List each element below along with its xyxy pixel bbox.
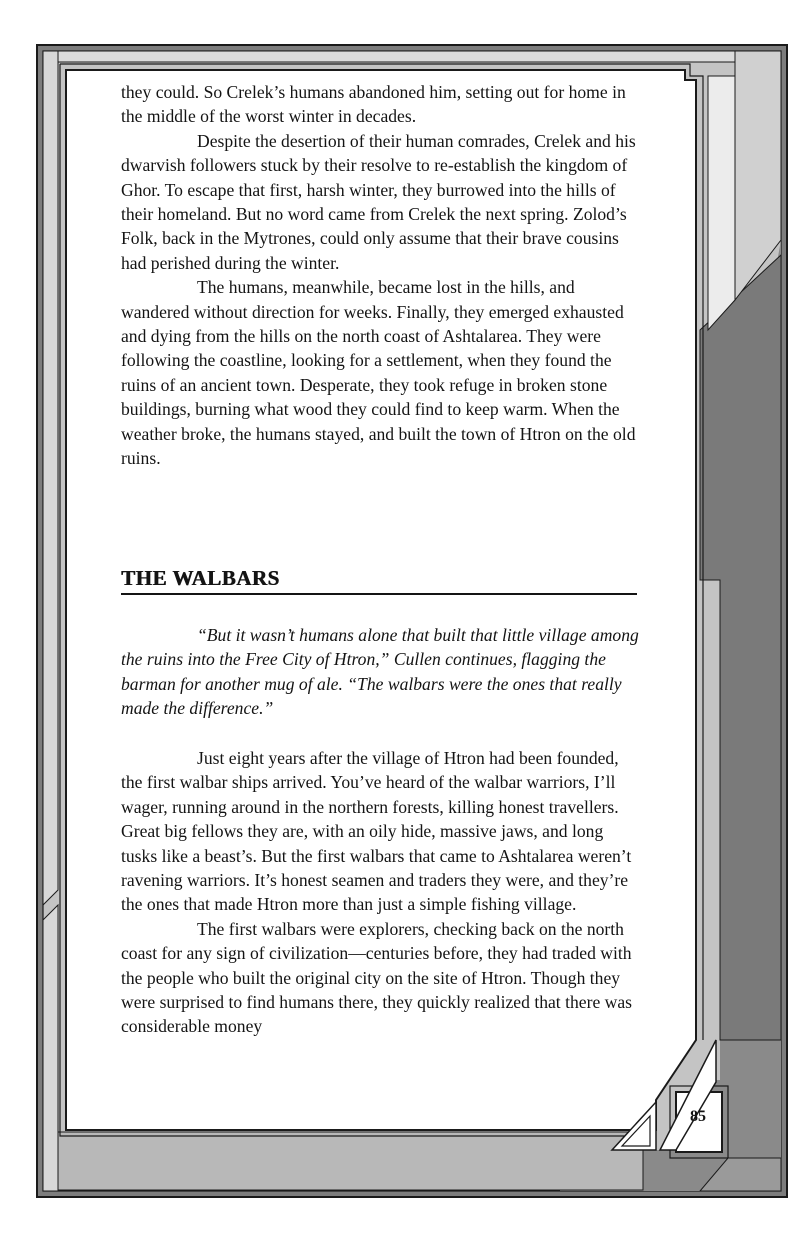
- cullen-quote: “But it wasn’t humans alone that built that little village among the ruins into the Free City of Htron,” Cullen continues, flagging the barman for another mug of ale. “The walbars were the ones that really made the difference.”: [121, 625, 639, 719]
- page-number: 85: [690, 1108, 706, 1125]
- section-heading: THE WALBARS: [121, 566, 637, 595]
- walbars-text-block: [121, 746, 639, 1039]
- quote-block: [121, 623, 639, 721]
- intro-paragraph: Despite the desertion of their human comrades, Crelek and his dwarvish followers stuck by their resolve to re-establish the kingdom of Ghor. To escape that first, harsh winter, they burrowed into the hills of their homeland. But no word came from Crelek the next spring. Zolod’s Folk, back in the Mytrones, could only assume that their brave cousins had perished during the winter.: [121, 130, 636, 273]
- intro-paragraph: they could. So Crelek’s humans abandoned him, setting out for home in the middle of the worst winter in decades.: [121, 82, 626, 127]
- walbars-paragraph: The first walbars were explorers, checking back on the north coast for any sign of civilization—centuries before, they had traded with the people who built the original city on the site of Htron. Though they were surprised to find humans there, they quickly realized that there was considerable money: [121, 918, 633, 1037]
- intro-paragraph: The humans, meanwhile, became lost in the hills, and wandered without direction for weeks. Finally, they emerged exhausted and dying from the hills on the north coast of Ashtalarea. They were following the coastline, looking for a settlement, when they found the ruins of an ancient town. Desperate, they took refuge in broken stone buildings, burning what wood they could find to keep warm. When the weather broke, the humans stayed, and built the town of Htron on the old ruins.: [121, 277, 636, 469]
- intro-text-block: [121, 80, 639, 471]
- walbars-paragraph: Just eight years after the village of Htron had been founded, the first walbar ships arrived. You’ve heard of the walbar warriors, I’ll wager, running around in the northern forests, killing honest travellers. Great big fellows they are, with an oily hide, massive jaws, and long tusks like a beast’s. But the first walbars that came to Ashtalarea weren’t ravening warriors. It’s honest seamen and traders they were, and they’re the ones that made Htron more than just a simple fishing village.: [121, 748, 632, 915]
